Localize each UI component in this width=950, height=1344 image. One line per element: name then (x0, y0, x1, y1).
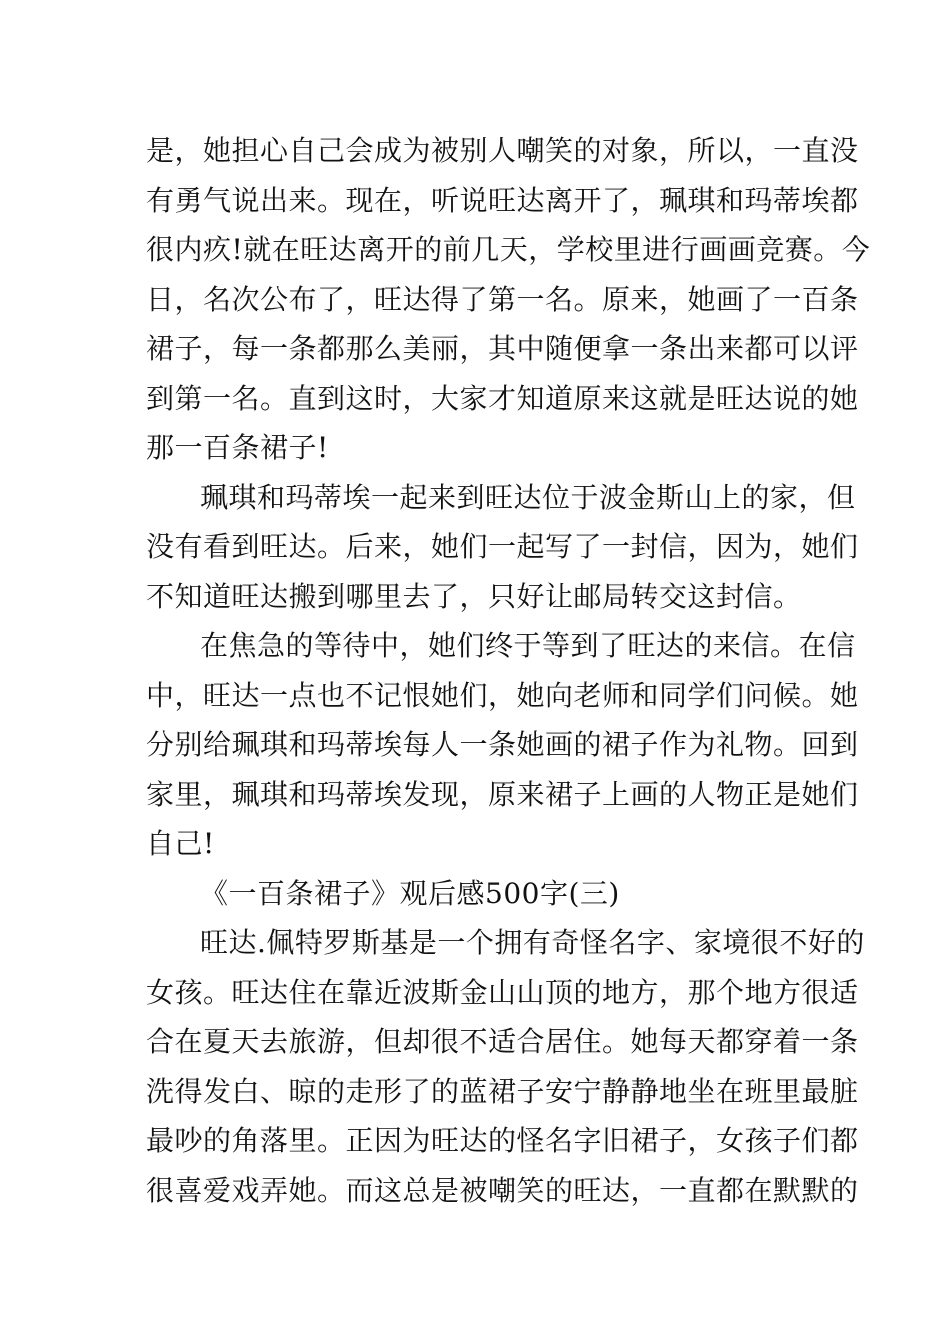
text-line: 有勇气说出来。现在，听说旺达离开了，珮琪和玛蒂埃都 (146, 183, 859, 217)
text-line: 不知道旺达搬到哪里去了，只好让邮局转交这封信。 (146, 579, 802, 613)
text-line: 洗得发白、晾的走形了的蓝裙子安宁静静地坐在班里最脏 (146, 1074, 859, 1108)
text-line: 最吵的角落里。正因为旺达的怪名字旧裙子，女孩子们都 (146, 1124, 859, 1157)
text-line: 日，名次公布了，旺达得了第一名。原来，她画了一百条 (146, 282, 859, 316)
text-line: 裙子，每一条都那么美丽，其中随便拿一条出来都可以评 (146, 332, 859, 365)
text-line: 很喜爱戏弄她。而这总是被嘲笑的旺达，一直都在默默的 (146, 1173, 859, 1207)
text-line: 女孩。旺达住在靠近波斯金山山顶的地方，那个地方很适 (146, 975, 859, 1009)
text-line: 分别给珮琪和玛蒂埃每人一条她画的裙子作为礼物。回到 (146, 728, 859, 761)
paragraph-start-line: 珮琪和玛蒂埃一起来到旺达位于波金斯山上的家，但 (200, 480, 856, 514)
text-line: 合在夏天去旅游，但却很不适合居住。她每天都穿着一条 (146, 1025, 859, 1058)
text-line: 自己! (146, 827, 215, 860)
text-line: 那一百条裙子! (146, 431, 329, 464)
paragraph-start-line: 在焦急的等待中，她们终于等到了旺达的来信。在信 (200, 629, 856, 662)
text-line: 中，旺达一点也不记恨她们，她向老师和同学们问候。她 (146, 678, 859, 712)
text-line: 到第一名。直到这时，大家才知道原来这就是旺达说的她 (146, 381, 859, 415)
text-line: 家里，珮琪和玛蒂埃发现，原来裙子上画的人物正是她们 (146, 777, 859, 811)
text-line: 是，她担心自己会成为被别人嘲笑的对象，所以，一直没 (146, 134, 859, 167)
text-line: 很内疚!就在旺达离开的前几天，学校里进行画画竞赛。今 (146, 233, 871, 266)
paragraph-start-line: 旺达.佩特罗斯基是一个拥有奇怪名字、家境很不好的 (200, 926, 865, 959)
section-heading: 《一百条裙子》观后感500字(三) (200, 876, 620, 910)
text-line: 没有看到旺达。后来，她们一起写了一封信，因为，她们 (146, 530, 859, 563)
body-text (146, 126, 871, 1215)
